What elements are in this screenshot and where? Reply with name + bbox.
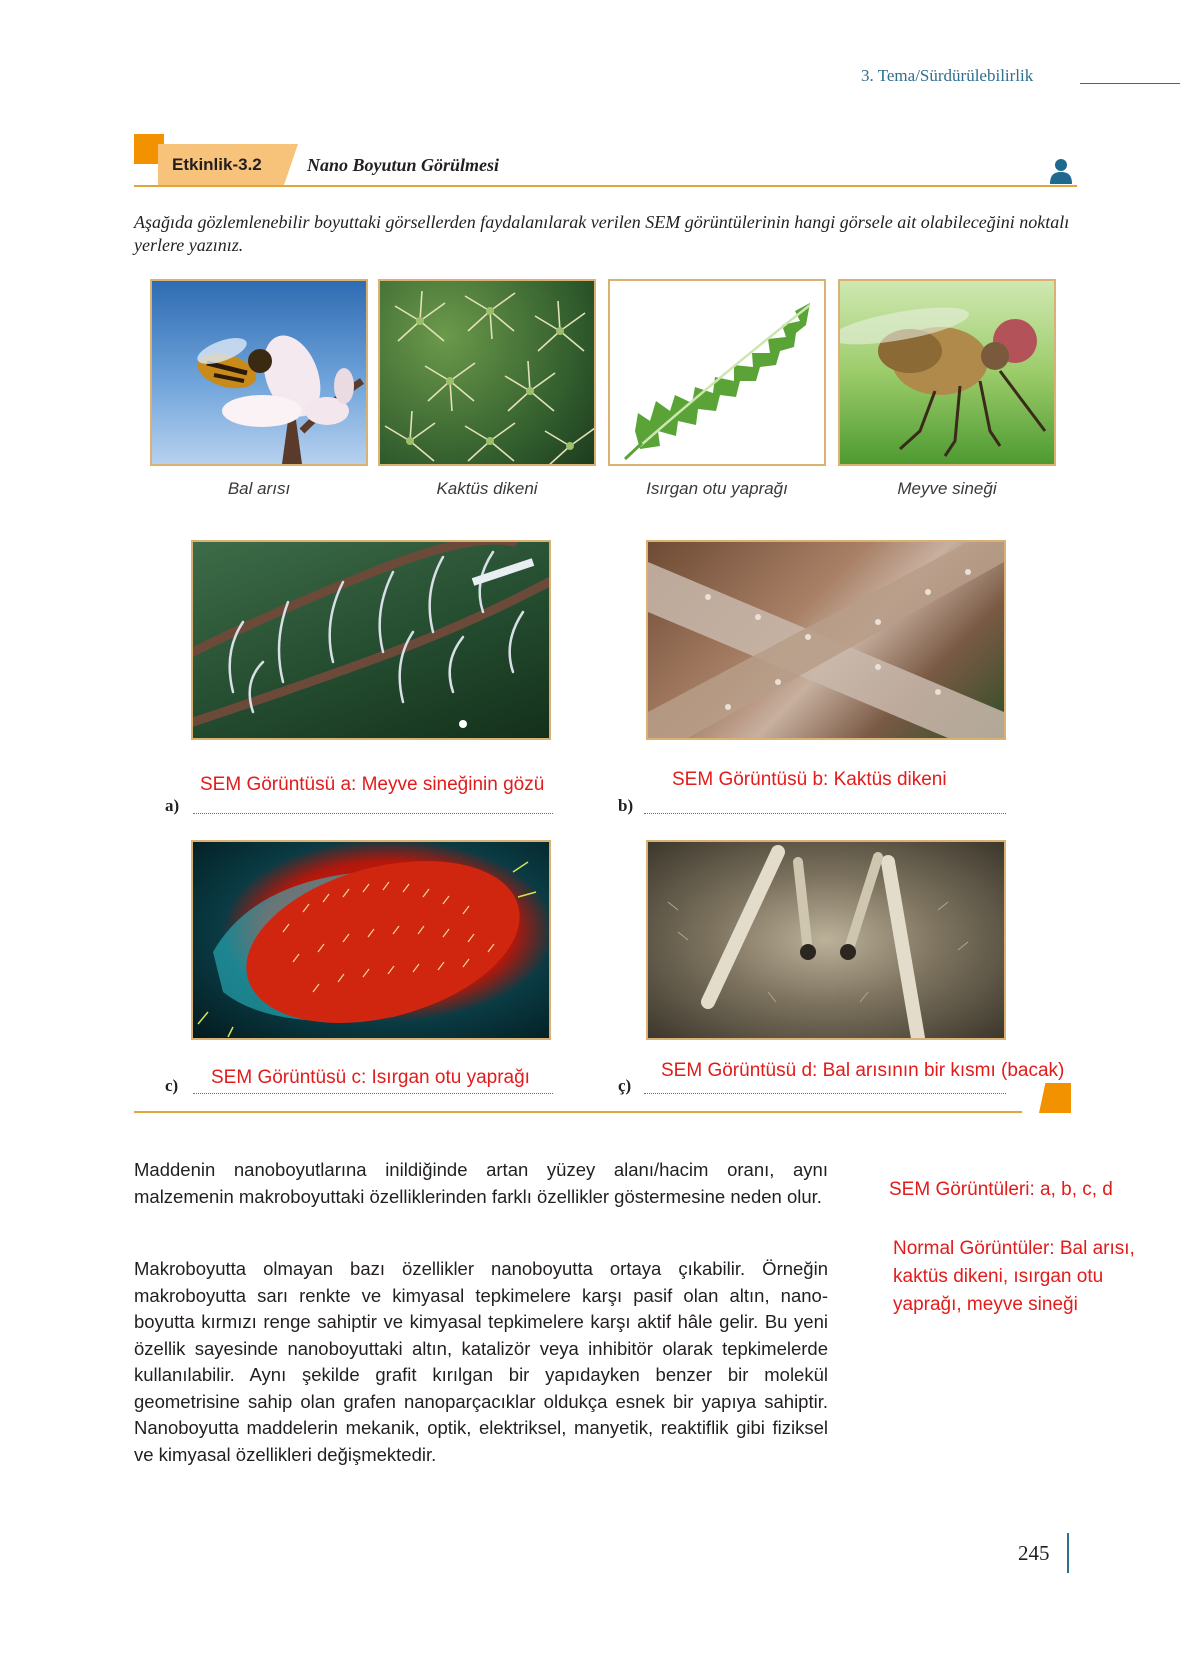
photo-bee (150, 279, 368, 466)
sem-answer-b: SEM Görüntüsü b: Kaktüs dikeni (672, 769, 947, 790)
photo-nettle-leaf (608, 279, 826, 466)
side-note-normal: Normal Görüntüler: Bal arısı, kaktüs dikeni, ısırgan otu yaprağı, meyve sineği (893, 1238, 1135, 1315)
sem-letter-b: b) (618, 796, 634, 815)
sem-letter-a: a) (165, 796, 180, 815)
sem-image-b (646, 540, 1006, 740)
photo-caption: Meyve sineği (897, 479, 997, 498)
instructions: Aşağıda gözlemlenebilir boyuttaki görsellerden faydalanılarak verilen SEM görüntülerinin hangi görsele ait olabileceğini noktalı yerlere yazınız. (134, 212, 1070, 255)
activity-label: Etkinlik-3.2 (172, 155, 262, 174)
answer-line-a[interactable] (193, 813, 553, 814)
activity-end-marker (1039, 1083, 1071, 1113)
activity-footer-line (134, 1111, 1022, 1113)
page-number: 245 (1018, 1541, 1050, 1565)
photo-cactus (378, 279, 596, 466)
photo-caption: Isırgan otu yaprağı (646, 479, 788, 498)
sem-image-d (646, 840, 1006, 1040)
answer-line-c[interactable] (193, 1093, 553, 1094)
answer-line-b[interactable] (644, 813, 1006, 814)
answer-line-d[interactable] (644, 1093, 1006, 1094)
photo-caption: Kaktüs dikeni (436, 479, 538, 498)
sem-letter-c: c) (165, 1076, 179, 1095)
activity-header-line (134, 185, 1077, 187)
page-number-rule (1067, 1533, 1069, 1573)
sem-answer-d: SEM Görüntüsü d: Bal arısının bir kısmı (bacak) (661, 1060, 1065, 1081)
sem-letter-d: ç) (618, 1076, 632, 1095)
running-header: 3. Tema/Sürdürülebilirlik (861, 66, 1034, 85)
sem-image-c (191, 840, 551, 1040)
photo-fruit-fly (838, 279, 1056, 466)
side-note-sem: SEM Görüntüleri: a, b, c, d (889, 1179, 1113, 1200)
person-icon (1049, 158, 1073, 184)
sem-image-a (191, 540, 551, 740)
paragraph-1: Maddenin nanoboyutlarına inildiğinde artan yüzey alanı/hacim oranı, aynı malzemenin makroboyuttaki özelliklerinden farklı özellikler göstermesine neden olur. (134, 1159, 828, 1207)
photo-caption: Bal arısı (227, 479, 291, 498)
sem-answer-c: SEM Görüntüsü c: Isırgan otu yaprağı (211, 1067, 530, 1088)
paragraph-2: Makroboyutta olmayan bazı özellikler nanoboyutta ortaya çıkabilir. Örneğin makroboyutta sarı renkte ve kimyasal tepkimelere karşı pasif olan altın, nano-boyutta kırmızı renge sahiptir ve kimyasal tepkimelere karşı aktif hâle gelir. Bu yeni özellik sayesinde nanoboyuttaki altın, katalizör veya inhibitör olarak tepkimelerde kullanılabilir. Aynı şekilde grafit kırılgan bir yapıdayken benzer bir molekül geometrisine sahip olan grafen nanoparçacıklar oldukça esnek bir yapıya sahiptir. Nanoboyutta maddelerin mekanik, optik, elektriksel, manyetik, reaktiflik gibi fiziksel ve kimyasal özellikleri değişmektedir. (134, 1258, 828, 1465)
activity-title: Nano Boyutun Görülmesi (307, 155, 500, 175)
sem-answer-a: SEM Görüntüsü a: Meyve sineğinin gözü (200, 774, 545, 795)
header-rule (1080, 83, 1180, 84)
